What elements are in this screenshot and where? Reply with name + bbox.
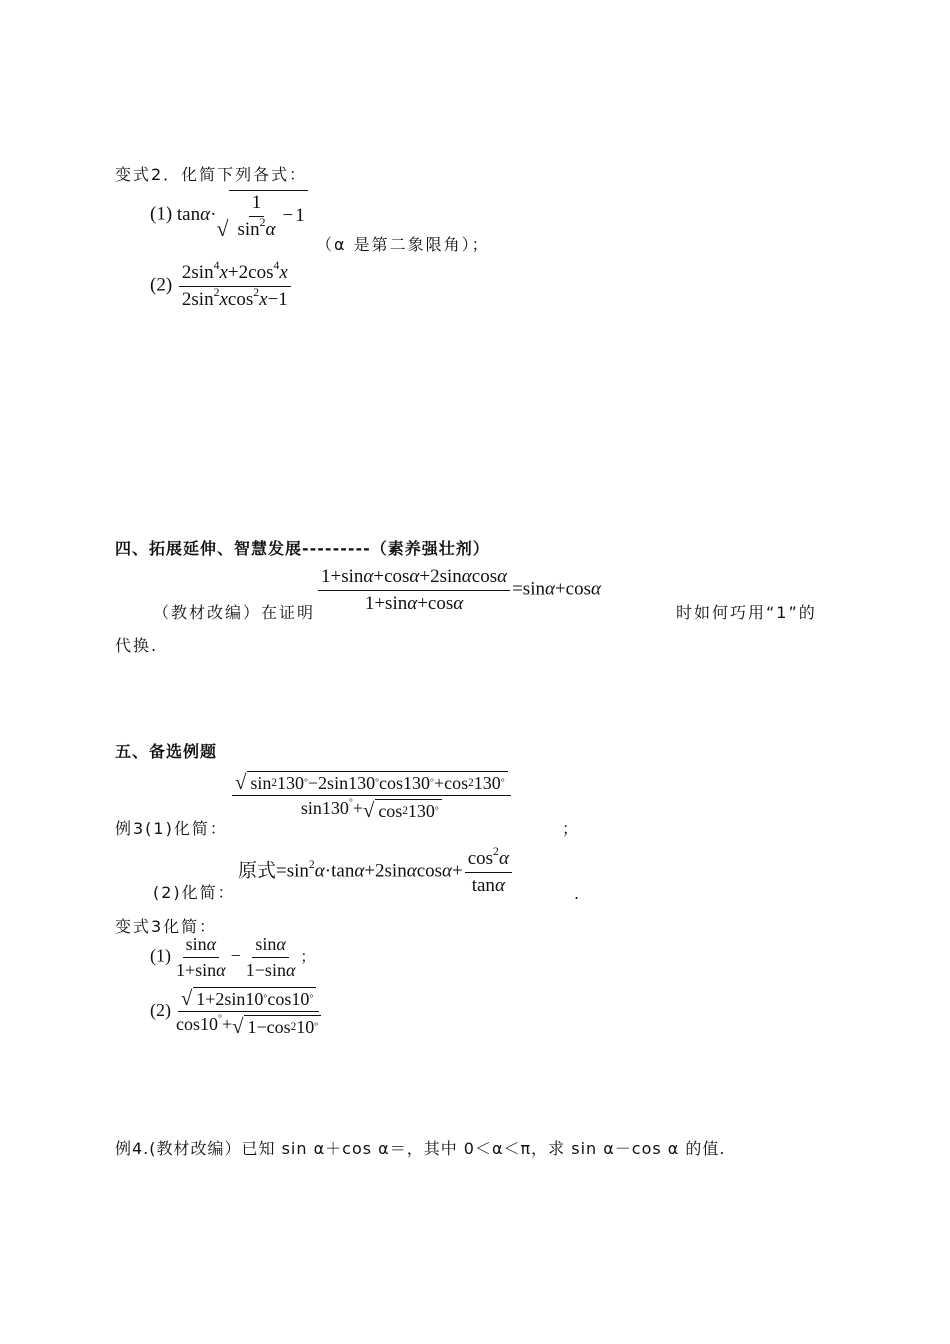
section4-text-line2: 代换.: [115, 636, 159, 655]
variant3-item1: (1) $\frac{\sin\alpha}{1+\sin\alpha}$ − $\frac{\sin\alpha}{1-\sin\alpha}$ ；: [150, 934, 316, 980]
section4-formula: $\frac{1+\sin\alpha+\cos\alpha+2\sin\alpha\cos\alpha}{1+\sin\alpha+\cos\alpha}$ =sinα+cosα: [316, 566, 601, 615]
example3-part2-end: .: [574, 884, 582, 903]
example3-part2-formula: 原式$=\sin^2\alpha\cdot\tan\alpha+2\sin\alpha\cos\alpha+$ $\frac{\cos^2\alpha}{\tan\alpha}$: [238, 848, 514, 897]
formula-tan-sqrt: tanα· √ $\frac{1}{\sin^2\alpha}$ − 1: [177, 204, 308, 225]
item-label: (1): [150, 203, 173, 225]
item-label: (1): [150, 945, 171, 966]
item-label: (2): [150, 999, 171, 1020]
variant2-title: 变式2．化简下列各式：: [115, 165, 308, 184]
variant3-title: 变式3化简：: [115, 917, 218, 936]
variant2-item1: [150, 190, 308, 241]
example3-semicolon: ；: [562, 819, 581, 838]
formula-fraction: $\frac{2\sin^4x+2\cos^4x}{2\sin^2xcos^2x-1}$: [179, 262, 291, 311]
example4: 例4.(教材改编）已知 sin α＋cos α＝，其中 0＜α＜π，求 sin α－cos α 的值.: [115, 1139, 726, 1158]
variant2-item1-condition: （α 是第二象限角）；: [316, 235, 490, 254]
section4-text-before: （教材改编）在证明: [153, 603, 316, 622]
variant3-item2: (2) √ 1+2sin10 ° cos10 ° cos10°+ √ 1−cos 2 10 °: [150, 986, 326, 1037]
section4-text-after: 时如何巧用“1”的: [676, 603, 817, 622]
section4-heading: 四、拓展延伸、智慧发展---------（素养强壮剂）: [115, 539, 490, 558]
item-label: (2): [150, 274, 173, 296]
variant2-item2: [150, 259, 293, 311]
example3-formula: √ sin 2 130 ° −2sin130 ° cos130 ° +cos 2 130 ° sin130°+ √ cos 2 130 °: [230, 770, 513, 821]
example3-part2-label: (2)化简：: [153, 883, 236, 902]
example3-label: 例3(1)化简：: [115, 819, 228, 838]
section5-heading: 五、备选例题: [115, 742, 218, 761]
